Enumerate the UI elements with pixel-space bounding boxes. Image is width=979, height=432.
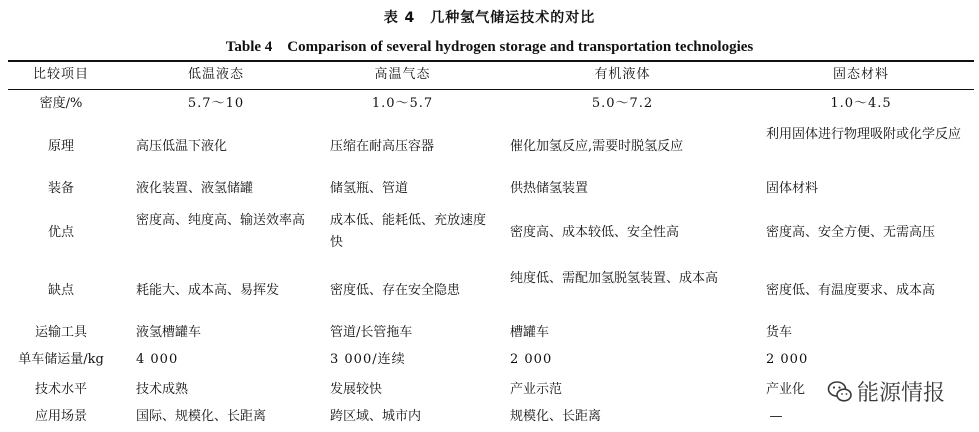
table-title-en: Table 4 Comparison of several hydrogen storage and transportation technologies xyxy=(225,39,754,55)
table-cell: 密度高、成本较低、安全性高 xyxy=(510,225,680,240)
table-cell: 密度低、有温度要求、成本高 xyxy=(766,283,936,298)
table-cell: 货车 xyxy=(766,325,793,340)
table-cell: 产业示范 xyxy=(510,382,563,397)
row-label-disadvantages: 缺点 xyxy=(47,283,74,298)
table-top-rule xyxy=(8,60,974,62)
row-label-transport: 运输工具 xyxy=(34,325,87,340)
watermark xyxy=(827,376,949,407)
column-header-solid: 固态材料 xyxy=(832,67,889,82)
table-cell: 2 000 xyxy=(766,352,809,367)
table-cell: 密度高、安全方便、无需高压 xyxy=(766,225,936,240)
table-cell: 固体材料 xyxy=(766,181,819,196)
table-cell: 纯度低、需配加氢脱氢装置、成本高 xyxy=(510,271,719,286)
table-cell: 成本低、能耗低、充放速度快 xyxy=(330,213,487,250)
table-cell: 5.7～10 xyxy=(187,96,245,111)
table-cell: 5.0～7.2 xyxy=(591,96,654,111)
table-cell: 催化加氢反应,需要时脱氢反应 xyxy=(510,139,684,154)
table-cell: 高压低温下液化 xyxy=(136,139,228,154)
table-cell: 压缩在耐高压容器 xyxy=(330,139,435,154)
table-cell: 2 000 xyxy=(510,352,553,367)
row-label-density: 密度/% xyxy=(39,96,83,111)
table-cell: 1.0～4.5 xyxy=(830,96,892,111)
table-cell: 储氢瓶、管道 xyxy=(330,181,409,196)
wechat-icon xyxy=(827,379,853,405)
table-cell: 液氢槽罐车 xyxy=(136,325,202,340)
table-cell: 国际、规模化、长距离 xyxy=(136,409,267,424)
row-label-application: 应用场景 xyxy=(34,409,87,424)
table-title-cn: 表 4 几种氢气储运技术的对比 xyxy=(383,10,596,26)
table-cell: 跨区域、城市内 xyxy=(330,409,422,424)
table-cell: 3 000/连续 xyxy=(330,352,406,367)
table-cell: 耗能大、成本高、易挥发 xyxy=(136,283,280,298)
column-header-organic: 有机液体 xyxy=(594,67,651,82)
table-cell: 液化装置、液氢储罐 xyxy=(136,181,254,196)
row-label-capacity: 单车储运量/kg xyxy=(18,352,104,367)
table-cell: 发展较快 xyxy=(330,382,383,397)
table-cell: 管道/长管拖车 xyxy=(330,325,413,340)
table-cell: 利用固体进行物理吸附或化学反应 xyxy=(766,127,962,142)
table-cell: — xyxy=(769,409,783,424)
table-cell: 密度低、存在安全隐患 xyxy=(330,283,461,298)
watermark-text: 能源情报 xyxy=(857,381,946,406)
table-cell: 供热储氢装置 xyxy=(510,181,589,196)
column-header-gas: 高温气态 xyxy=(374,67,431,82)
column-header-item: 比较项目 xyxy=(32,67,89,82)
row-label-principle: 原理 xyxy=(47,139,74,154)
table-cell: 1.0～5.7 xyxy=(371,96,434,111)
table-cell: 技术成熟 xyxy=(136,382,189,397)
table-cell: 规模化、长距离 xyxy=(510,409,602,424)
row-label-tech-level: 技术水平 xyxy=(34,382,87,397)
row-label-equipment: 装备 xyxy=(47,181,74,196)
row-label-advantages: 优点 xyxy=(47,225,74,240)
table-header-rule xyxy=(8,89,974,90)
table-cell: 槽罐车 xyxy=(510,325,550,340)
column-header-liquid: 低温液态 xyxy=(187,67,244,82)
table-cell: 4 000 xyxy=(136,352,179,367)
table-cell: 产业化 xyxy=(766,382,806,397)
table-cell: 密度高、纯度高、输送效率高 xyxy=(136,213,306,228)
